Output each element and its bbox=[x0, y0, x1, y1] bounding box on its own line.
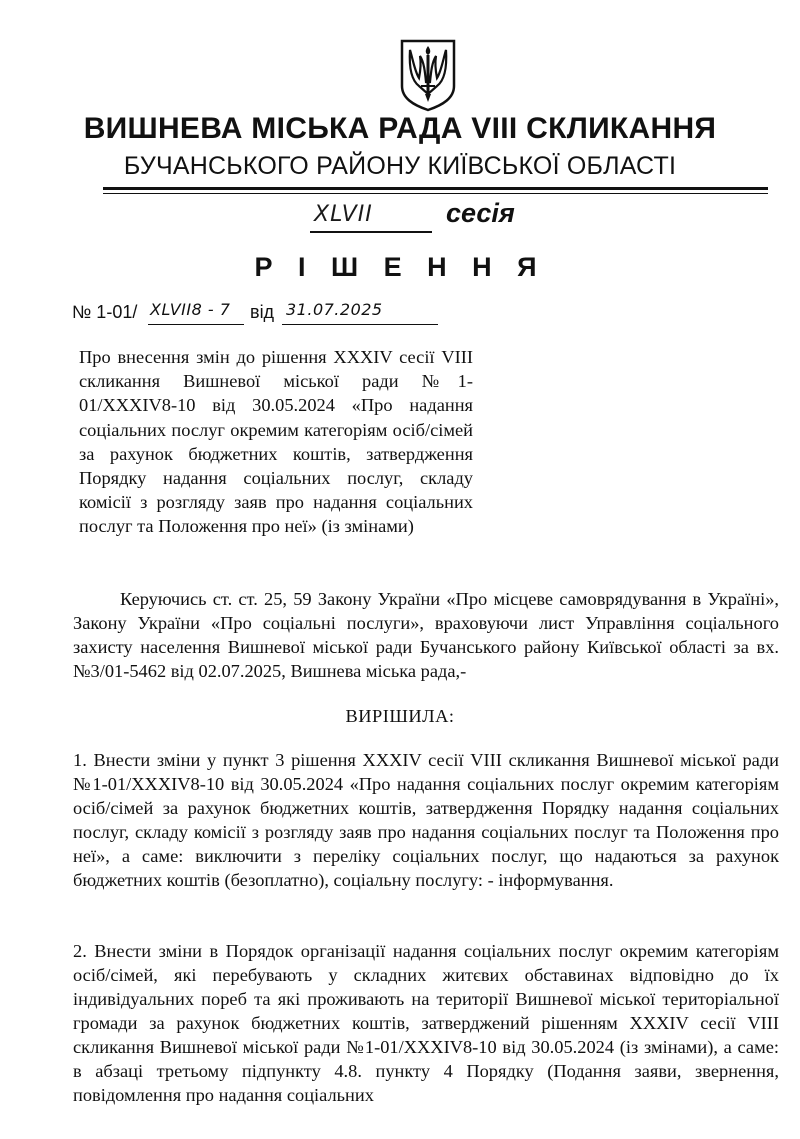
trident-emblem-icon bbox=[399, 38, 457, 112]
preamble-paragraph: Керуючись ст. ст. 25, 59 Закону України «Про місцеве самоврядування в Україні», Закону України «Про соціальні послуги», враховуючи лист Управління соціального захисту населення Вишневої міської ради Бучанського району Київської області за вх. №3/01-5462 від 02.07.2025, Вишнева міська рада,- bbox=[73, 589, 779, 681]
decision-number-handwritten: XLVII8 - 7 bbox=[150, 300, 231, 319]
session-label: сесія bbox=[446, 198, 515, 228]
decision-date-underline bbox=[282, 324, 438, 325]
header-divider bbox=[103, 187, 768, 190]
session-underline bbox=[310, 231, 432, 233]
decision-date-handwritten: 31.07.2025 bbox=[286, 300, 383, 319]
decision-subject: Про внесення змін до рішення XXXIV сесії VIII скликання Вишневої міської ради №1-01/XXXIV8-10 від 30.05.2024 «Про надання соціальних послуг окремим категоріям осіб/сімей за рахунок бюджетних коштів, затвердження Порядку надання соціальних послуг, складу комісії з розгляду заяв про надання соціальних послуг та Положення про неї» (із змінами) bbox=[79, 347, 473, 537]
decision-number-row bbox=[72, 300, 492, 328]
decision-number-prefix: № 1-01/ bbox=[72, 302, 138, 322]
decision-number-underline bbox=[148, 324, 244, 325]
session-number-handwritten: XLVII bbox=[314, 202, 373, 227]
district-name: БУЧАНСЬКОГО РАЙОНУ КИЇВСЬКОЇ ОБЛАСТІ bbox=[123, 152, 677, 180]
decision-item-2: 2. Внести зміни в Порядок організації надання соціальних послуг окремим категоріям осіб/сімей, які перебувають у складних житєвих обставинах відповідно до їх індивідуальних пореб та які проживають на території Вишневої міської територіальної громади за рахунок бюджетних коштів, затверджений рішенням XXXIV сесії VIII скликання Вишневої міської ради №1-01/XXXIV8-10 від 30.05.2024 (із змінами), а саме: в абзаці третьому підпункту 4.8. пункту 4 Порядку (Подання заяви, звернення, повідомлення про надання соціальних bbox=[73, 941, 779, 1105]
decision-title: Р І Ш Е Н Н Я bbox=[254, 252, 546, 282]
decision-item-1: 1. Внести зміни у пункт 3 рішення XXXIV сесії VIII скликання Вишневої міської ради №1-01/XXXIV8-10 від 30.05.2024 «Про надання соціальних послуг окремим категоріям осіб/сімей за рахунок бюджетних коштів, затвердження Порядку надання соціальних послуг, складу комісії з розгляду заяв про надання соціальних послуг та Положення про неї», а саме: виключити з переліку соціальних послуг, що надаються за рахунок бюджетних коштів (безоплатно), соціальну послугу: - інформування. bbox=[73, 750, 779, 890]
session-line bbox=[310, 198, 610, 238]
resolved-heading: ВИРІШИЛА: bbox=[345, 706, 455, 726]
council-name: ВИШНЕВА МІСЬКА РАДА VIII СКЛИКАННЯ bbox=[83, 112, 717, 145]
date-prefix: від bbox=[250, 302, 275, 322]
header-divider-thin bbox=[103, 193, 768, 194]
